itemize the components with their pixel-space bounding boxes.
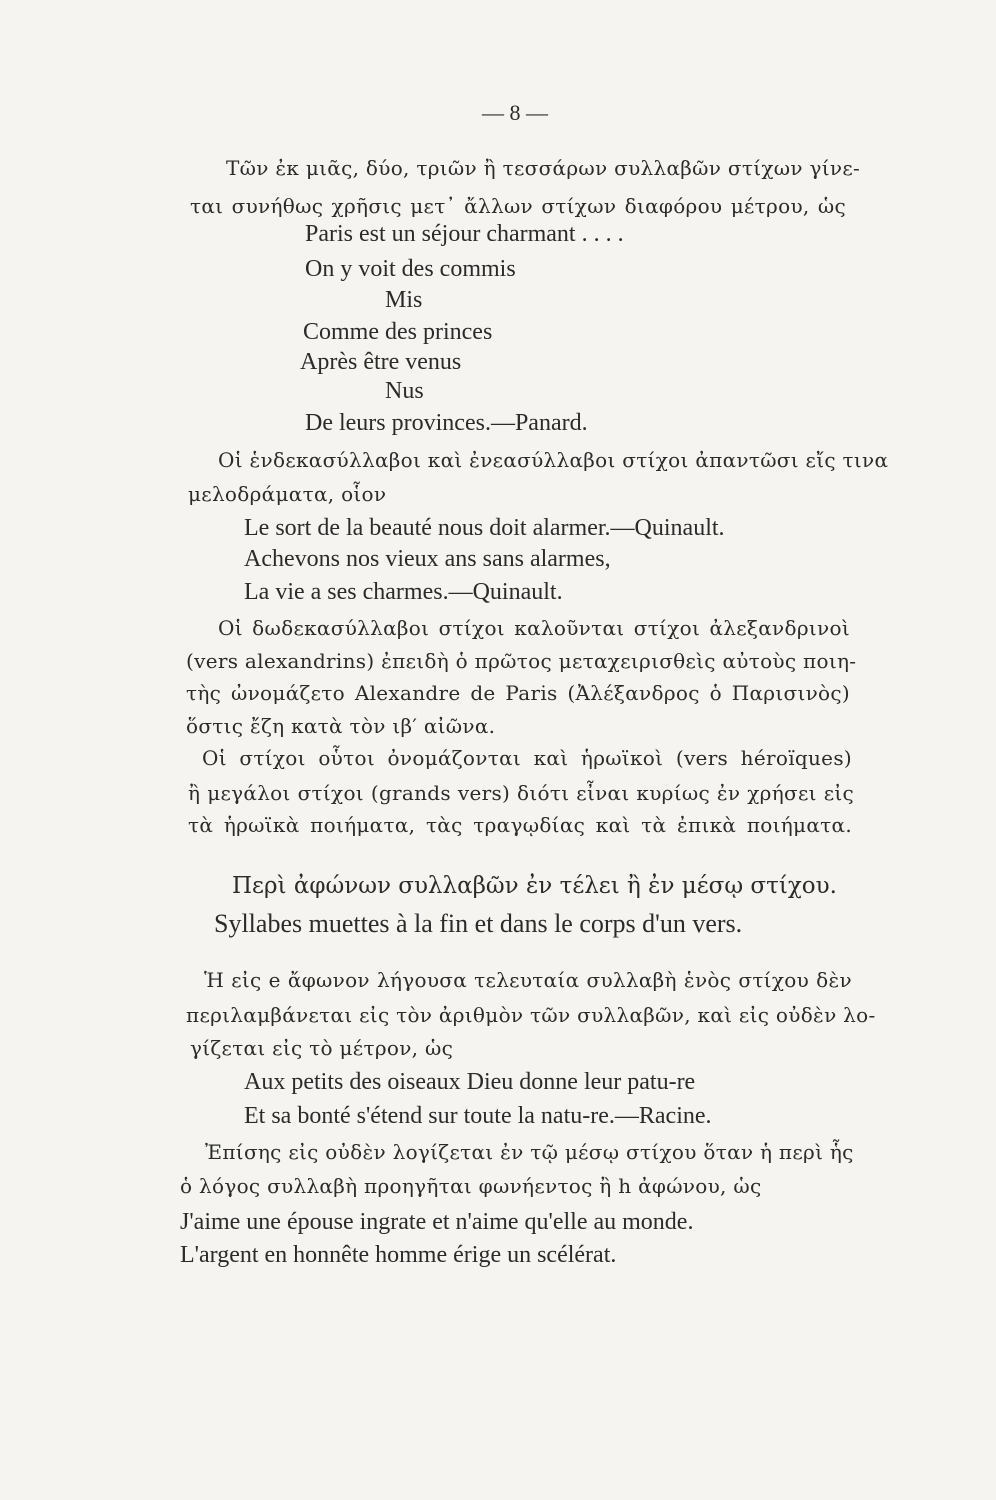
- verse-line: La vie a ses charmes.—Quinault.: [244, 579, 563, 605]
- verse-line: Achevons nos vieux ans sans alarmes,: [244, 546, 611, 572]
- verse-line: Comme des princes: [303, 319, 493, 345]
- paragraph-line: Οἱ δωδεκασύλλαβοι στίχοι καλοῦνται στίχοι ἀλεξανδρινοὶ: [218, 616, 850, 640]
- paragraph-line: Ἡ εἰς e ἄφωνον λήγουσα τελευταία συλλαβὴ ἑνὸς στίχου δὲν: [204, 968, 852, 992]
- paragraph-line: (vers alexandrins) ἐπειδὴ ὁ πρῶτος μεταχειρισθεὶς αὐτοὺς ποιη-: [186, 649, 857, 673]
- paragraph-line: ται συνήθως χρῆσις μετ᾽ ἄλλων στίχων διαφόρου μέτρου, ὡς: [190, 194, 846, 218]
- paragraph-line: γίζεται εἰς τὸ μέτρον, ὡς: [190, 1036, 454, 1060]
- paragraph-line: ὁ λόγος συλλαβὴ προηγῆται φωνήεντος ἢ h ἀφώνου, ὡς: [180, 1174, 762, 1198]
- paragraph-line: Ἐπίσης εἰς οὐδὲν λογίζεται ἐν τῷ μέσῳ στίχου ὅταν ἡ περὶ ἧς: [205, 1140, 854, 1164]
- verse-line: Après être venus: [300, 349, 462, 375]
- page-number: — 8 —: [482, 100, 548, 125]
- paragraph-line: ἢ μεγάλοι στίχοι (grands vers) διότι εἶναι κυρίως ἐν χρήσει εἰς: [188, 781, 854, 805]
- verse-line: De leurs provinces.—Panard.: [305, 410, 588, 436]
- paragraph-line: ὅστις ἔζη κατὰ τὸν ιβ′ αἰῶνα.: [186, 714, 496, 738]
- section-heading-french: Syllabes muettes à la fin et dans le corps d'un vers.: [214, 909, 743, 938]
- verse-line: Nus: [385, 378, 424, 404]
- paragraph-line: τὴς ὠνομάζετο Alexandre de Paris (Ἀλέξανδρος ὁ Παρισινὸς): [186, 681, 850, 705]
- paragraph-line: Οἱ ἑνδεκασύλλαβοι καὶ ἐνεασύλλαβοι στίχοι ἀπαντῶσι εἴς τινα: [218, 448, 889, 472]
- paragraph-line: Τῶν ἐκ μιᾶς, δύο, τριῶν ἢ τεσσάρων συλλαβῶν στίχων γίνε-: [226, 156, 861, 180]
- verse-line: L'argent en honnête homme érige un scélérat.: [180, 1242, 617, 1268]
- verse-line: Aux petits des oiseaux Dieu donne leur patu-re: [244, 1069, 696, 1095]
- paragraph-line: Οἱ στίχοι οὗτοι ὀνομάζονται καὶ ἡρωϊκοὶ (vers héroïques): [202, 746, 852, 770]
- verse-line: J'aime une épouse ingrate et n'aime qu'elle au monde.: [180, 1209, 694, 1235]
- verse-line: Mis: [385, 287, 423, 313]
- paragraph-line: μελοδράματα, οἷον: [188, 482, 387, 506]
- verse-line: Et sa bonté s'étend sur toute la natu-re.—Racine.: [244, 1103, 712, 1129]
- paragraph-line: περιλαμβάνεται εἰς τὸν ἀριθμὸν τῶν συλλαβῶν, καὶ εἰς οὐδὲν λο-: [186, 1003, 876, 1027]
- verse-line: On y voit des commis: [305, 256, 516, 282]
- paragraph-line: τὰ ἡρωϊκὰ ποιήματα, τὰς τραγῳδίας καὶ τὰ ἐπικὰ ποιήματα.: [188, 813, 852, 837]
- verse-line: Paris est un séjour charmant . . . .: [305, 221, 624, 247]
- verse-line: Le sort de la beauté nous doit alarmer.—Quinault.: [244, 515, 725, 541]
- section-heading-greek: Περὶ ἀφώνων συλλαβῶν ἐν τέλει ἢ ἐν μέσῳ στίχου.: [232, 873, 837, 899]
